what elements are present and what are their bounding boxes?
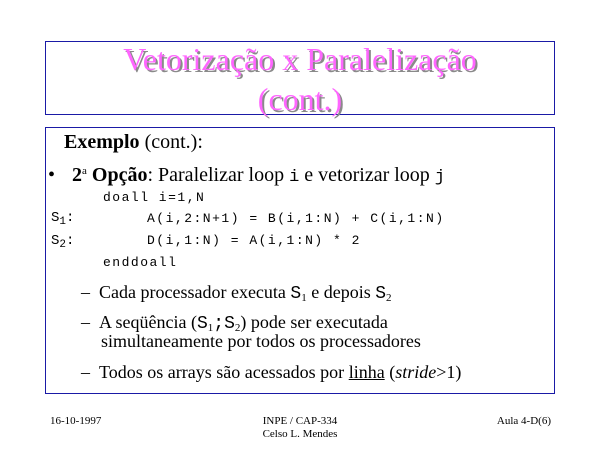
dash-2: – (81, 312, 90, 332)
option-var-j: j (434, 168, 445, 187)
dash-3: – (81, 362, 90, 382)
item3-italic: stride (395, 362, 437, 382)
list-item-1 (81, 282, 392, 308)
option-text2: e vetorizar loop (299, 164, 435, 186)
s2-sub: 2 (59, 239, 67, 251)
item2-s1-sub: 1 (207, 322, 214, 334)
example-bold: Exemplo (64, 131, 140, 153)
slide-title-line2: (cont.) (257, 81, 343, 117)
example-heading (64, 131, 203, 153)
s1-letter: S (51, 210, 60, 226)
item2-s2-sub: 2 (234, 322, 241, 334)
list-item-2-cont: simultaneamente por todos os processadores (101, 331, 421, 351)
footer-course: INPE / CAP-334 (262, 415, 338, 427)
item1-s2: S (375, 284, 387, 304)
item3-underlined: linha (348, 362, 385, 382)
code-label-s2 (51, 233, 74, 253)
code-line-s1: A(i,2:N+1) = B(i,1:N) + C(i,1:N) (147, 211, 445, 226)
footer-date: 16-10-1997 (50, 415, 102, 427)
option-line (48, 160, 445, 189)
option-text1: : Paralelizar loop (147, 164, 290, 186)
item1-s2-sub: 2 (386, 292, 392, 304)
code-label-s1 (51, 210, 74, 230)
option-bold: Opção (91, 164, 148, 186)
item3-text-a: Todos os arrays são acessados por (99, 362, 349, 382)
item2-text-b: ) pode ser executada (240, 312, 388, 332)
item1-text-a: Cada processador executa (99, 282, 291, 302)
s1-sub: 1 (59, 216, 67, 228)
code-line-s2: D(i,1:N) = A(i,1:N) * 2 (147, 233, 361, 248)
code-line-doall: doall i=1,N (103, 190, 206, 205)
option-var-i: i (289, 168, 300, 187)
bullet: • (48, 164, 56, 186)
item3-text-b: ( (384, 362, 396, 382)
footer-slide-number: Aula 4-D(6) (496, 415, 551, 427)
dash-1: – (81, 282, 90, 302)
list-item-3 (81, 362, 461, 382)
option-num: 2 (72, 164, 83, 186)
s1-colon: : (66, 210, 75, 226)
item1-s1-sub: 1 (301, 292, 307, 304)
item1-text-b: e depois (306, 282, 376, 302)
item3-text-c: >1) (436, 362, 462, 382)
footer-author: Celso L. Mendes (262, 428, 338, 440)
item2-sep: ; (213, 314, 225, 334)
item2-text-a: A seqüência ( (99, 312, 197, 332)
s2-letter: S (51, 233, 60, 249)
option-sup: a (82, 165, 87, 177)
example-rest: (cont.): (139, 131, 203, 153)
slide-title-line1: Vetorização x Paralelização (123, 41, 477, 77)
code-line-enddoall: enddoall (103, 255, 178, 270)
item2-s2: S (224, 314, 235, 334)
s2-colon: : (66, 233, 75, 249)
item1-s1: S (290, 284, 302, 304)
item2-s1: S (196, 314, 208, 334)
